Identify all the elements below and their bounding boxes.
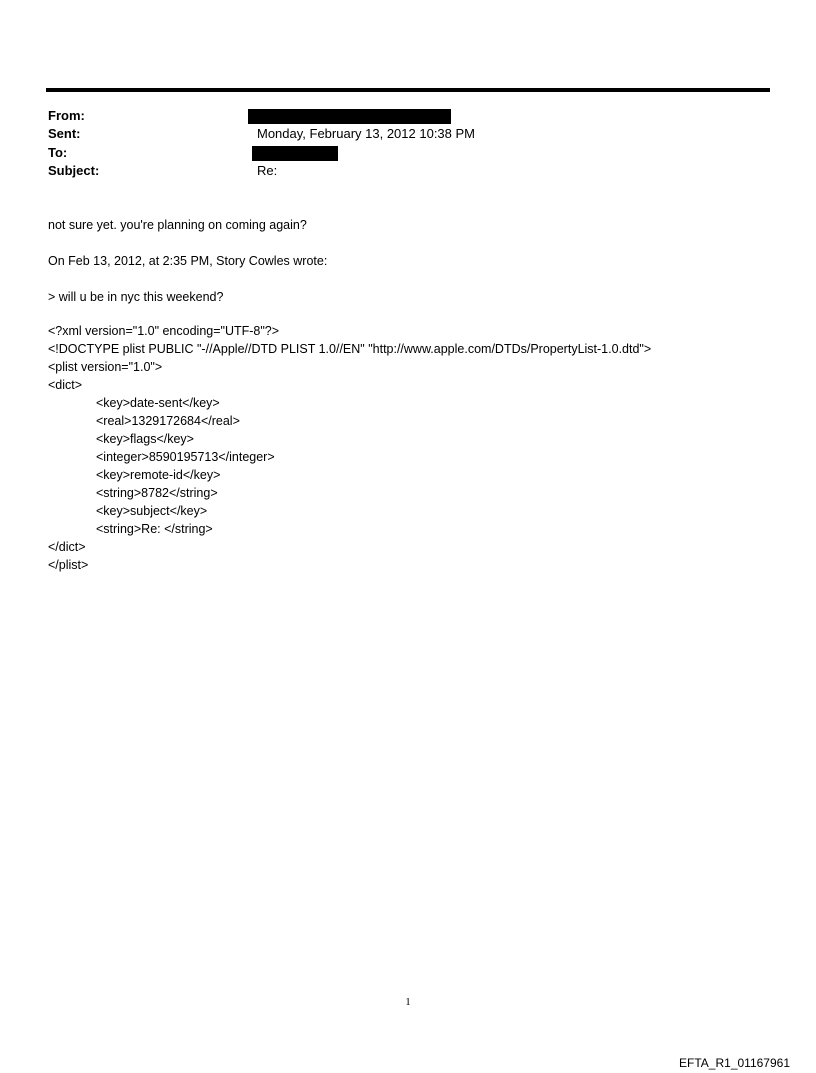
plist-line: <key>date-sent</key> [96,396,220,410]
bates-number: EFTA_R1_01167961 [679,1056,790,1070]
page-number: 1 [405,996,411,1008]
plist-line: <dict> [48,378,83,392]
subject-label: Subject: [48,163,100,178]
plist-line: <!DOCTYPE plist PUBLIC "-//Apple//DTD PLIST 1.0//EN" "http://www.apple.com/DTDs/PropertyList-1.0.dtd"> [48,342,652,356]
plist-line: <?xml version="1.0" encoding="UTF-8"?> [48,324,280,338]
reply-text: not sure yet. you're planning on coming again? [48,218,307,232]
from-redaction [248,109,451,124]
plist-line: <plist version="1.0"> [48,360,163,374]
quote-attribution: On Feb 13, 2012, at 2:35 PM, Story Cowles wrote: [48,254,328,268]
plist-line: <real>1329172684</real> [96,414,240,428]
quoted-message: > will u be in nyc this weekend? [48,290,224,304]
plist-line: </plist> [48,558,89,572]
plist-line: <integer>8590195713</integer> [96,450,275,464]
to-redaction [252,146,338,161]
from-label: From: [48,108,85,123]
to-label: To: [48,145,68,160]
plist-line: <key>flags</key> [96,432,194,446]
plist-line: <key>subject</key> [96,504,208,518]
sent-value: Monday, February 13, 2012 10:38 PM [257,126,475,141]
subject-value: Re: [257,163,278,178]
plist-line: </dict> [48,540,86,554]
plist-line: <string>Re: </string> [96,522,213,536]
sent-label: Sent: [48,126,81,141]
plist-line: <key>remote-id</key> [96,468,221,482]
header-divider [46,88,770,92]
plist-line: <string>8782</string> [96,486,218,500]
